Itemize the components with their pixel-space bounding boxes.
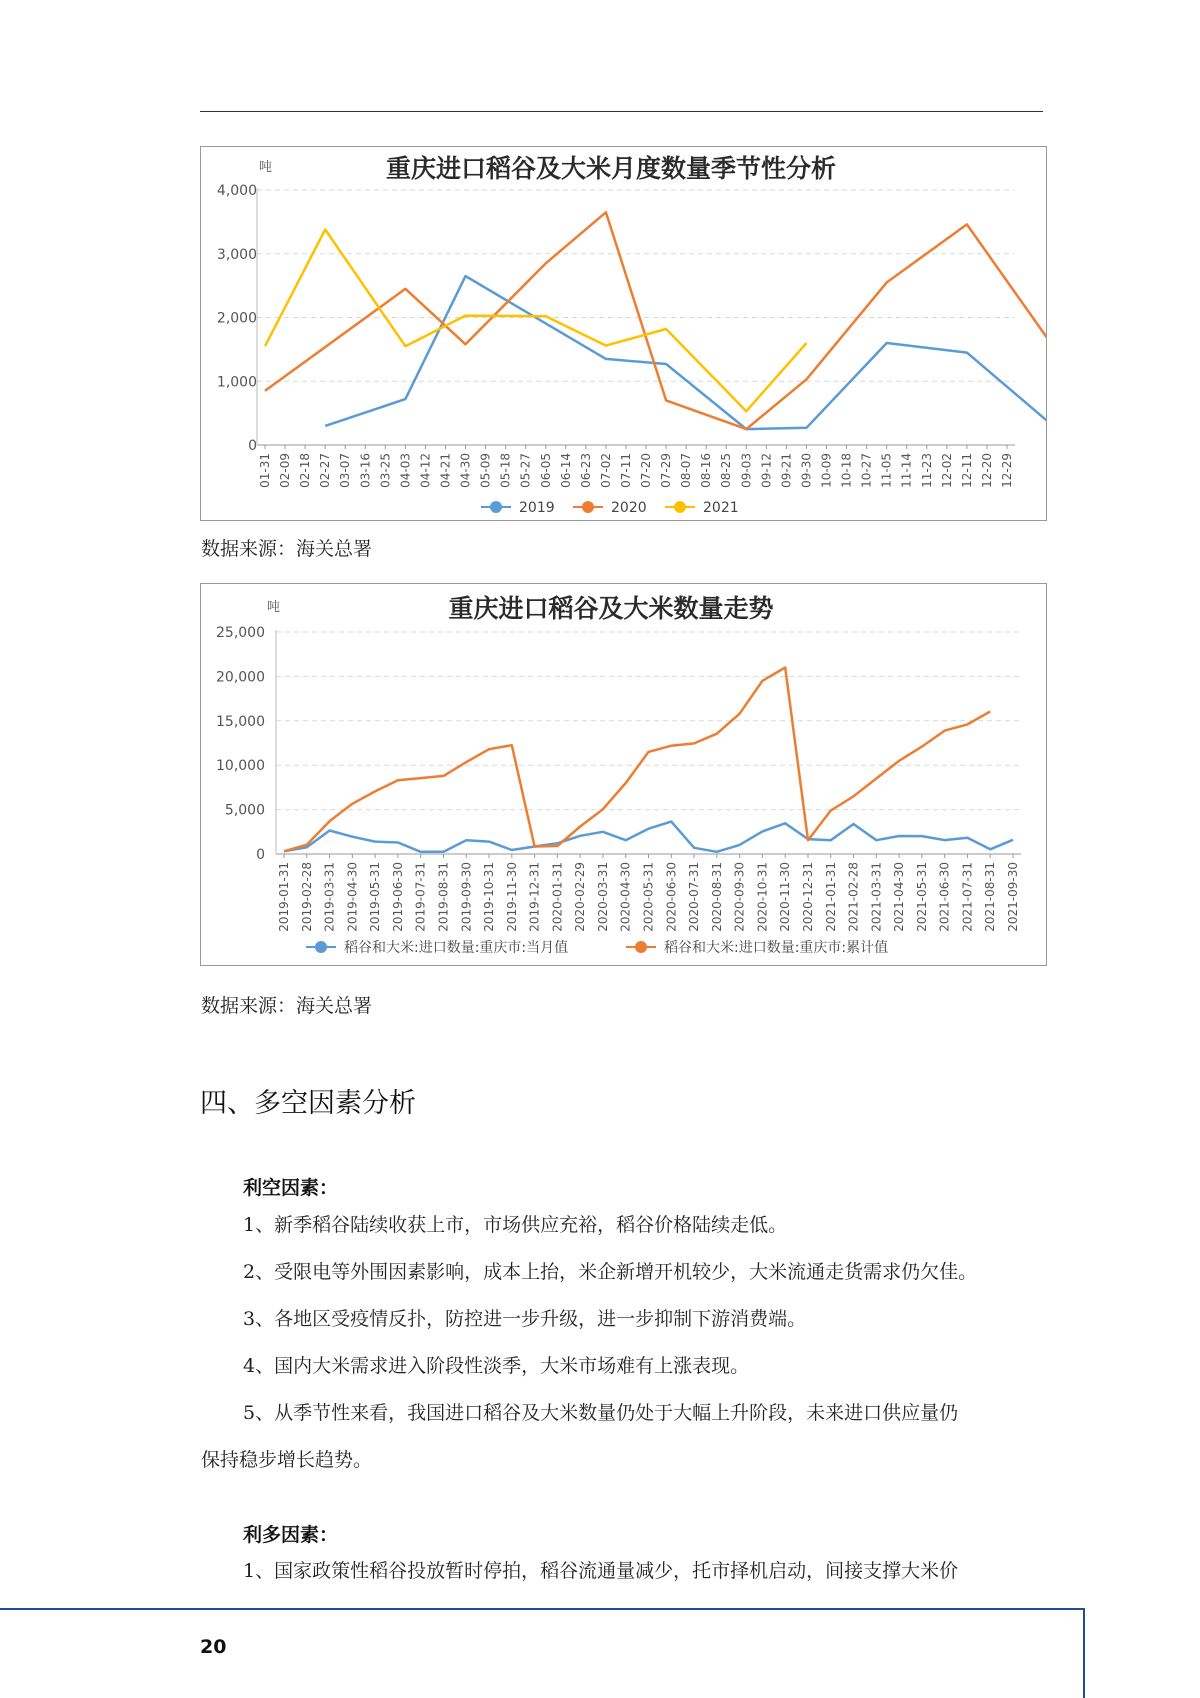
x-tick-label: 2020-10-31 xyxy=(755,862,770,932)
y-tick-label: 15,000 xyxy=(216,713,265,730)
x-tick-label: 12-02 xyxy=(939,453,954,488)
x-tick-label: 2020-05-31 xyxy=(641,862,656,932)
series-line-稻谷和大米:进口数量:重庆市:累计值 xyxy=(284,668,990,852)
x-tick-label: 06-23 xyxy=(578,453,593,488)
bearish-item: 1、新季稻谷陆续收获上市，市场供应充裕，稻谷价格陆续走低。 xyxy=(243,1214,788,1236)
x-tick-label: 2019-10-31 xyxy=(482,862,497,932)
x-tick-label: 2020-08-31 xyxy=(709,862,724,932)
seasonal-chart xyxy=(200,146,1047,521)
chart-title: 重庆进口稻谷及大米月度数量季节性分析 xyxy=(385,154,837,183)
x-tick-label: 2019-12-31 xyxy=(527,862,542,932)
x-tick-label: 2020-04-30 xyxy=(618,862,633,932)
x-tick-label: 07-20 xyxy=(639,453,654,488)
legend-label: 2021 xyxy=(703,500,739,516)
y-tick-label: 3,000 xyxy=(216,246,257,263)
x-tick-label: 07-29 xyxy=(659,453,674,488)
x-tick-label: 2019-03-31 xyxy=(322,862,337,932)
x-tick-label: 2021-06-30 xyxy=(937,862,952,932)
x-tick-label: 2021-09-30 xyxy=(1006,862,1020,932)
bullish-item: 1、国家政策性稻谷投放暂时停拍，稻谷流通量减少，托市择机启动，间接支撑大米价 xyxy=(243,1560,959,1582)
series-line-稻谷和大米:进口数量:重庆市:当月值 xyxy=(284,822,1013,852)
x-tick-label: 11-23 xyxy=(919,453,934,488)
y-tick-label: 20,000 xyxy=(216,669,265,686)
x-tick-label: 2021-01-31 xyxy=(823,862,838,932)
x-tick-label: 2021-02-28 xyxy=(846,862,861,932)
x-tick-label: 2021-03-31 xyxy=(869,862,884,932)
y-tick-label: 1,000 xyxy=(216,374,257,391)
x-tick-label: 04-21 xyxy=(438,453,453,488)
x-tick-label: 07-02 xyxy=(598,453,613,488)
x-tick-label: 06-05 xyxy=(538,453,553,488)
x-tick-label: 08-07 xyxy=(679,453,694,488)
x-tick-label: 2020-07-31 xyxy=(687,862,702,932)
x-tick-label: 09-21 xyxy=(779,453,794,488)
x-tick-label: 02-09 xyxy=(278,453,293,488)
x-tick-label: 11-05 xyxy=(879,453,894,488)
x-tick-label: 09-03 xyxy=(739,453,754,488)
page-number: 20 xyxy=(200,1636,227,1658)
x-tick-label: 02-18 xyxy=(298,453,313,488)
x-tick-label: 08-16 xyxy=(699,453,714,488)
legend-swatch-marker xyxy=(315,941,327,953)
chart-title: 重庆进口稻谷及大米数量走势 xyxy=(448,594,774,623)
x-tick-label: 09-30 xyxy=(799,453,814,488)
x-tick-label: 09-12 xyxy=(759,453,774,488)
y-unit-label: 吨 xyxy=(259,160,273,175)
x-tick-label: 2021-04-30 xyxy=(892,862,907,932)
y-tick-label: 25,000 xyxy=(216,625,265,641)
x-tick-label: 08-25 xyxy=(719,453,734,488)
y-tick-label: 0 xyxy=(248,438,257,454)
y-tick-label: 2,000 xyxy=(216,310,257,327)
footer-rule xyxy=(0,1608,1084,1610)
x-tick-label: 2019-11-30 xyxy=(504,862,519,932)
x-tick-label: 10-09 xyxy=(819,453,834,488)
x-tick-label: 2020-11-30 xyxy=(778,862,793,932)
bearish-item-continued: 保持稳步增长趋势。 xyxy=(201,1449,373,1471)
bearish-item: 5、从季节性来看，我国进口稻谷及大米数量仍处于大幅上升阶段，未来进口供应量仍 xyxy=(243,1402,959,1424)
y-tick-label: 5,000 xyxy=(224,802,265,819)
series-line-2021 xyxy=(265,230,807,412)
data-source-2: 数据来源：海关总署 xyxy=(201,995,373,1017)
bearish-item: 3、各地区受疫情反扑，防控进一步升级，进一步抑制下游消费端。 xyxy=(243,1308,807,1330)
seasonal-chart-svg xyxy=(201,147,1046,520)
x-tick-label: 10-18 xyxy=(839,453,854,488)
x-tick-label: 11-14 xyxy=(899,453,914,488)
x-tick-label: 01-31 xyxy=(258,453,272,488)
x-tick-label: 04-30 xyxy=(458,453,473,488)
bearish-title: 利空因素： xyxy=(243,1177,339,1199)
y-tick-label: 4,000 xyxy=(216,183,257,199)
header-rule xyxy=(200,111,1043,112)
x-tick-label: 05-18 xyxy=(498,453,513,488)
x-tick-label: 12-11 xyxy=(959,453,974,488)
x-tick-label: 2019-01-31 xyxy=(277,862,291,932)
x-tick-label: 2019-02-28 xyxy=(299,862,314,932)
x-tick-label: 12-20 xyxy=(979,453,994,488)
x-tick-label: 2019-08-31 xyxy=(436,862,451,932)
footer-side-rule xyxy=(1083,1608,1085,1698)
legend-swatch-marker xyxy=(635,941,647,953)
x-tick-label: 05-09 xyxy=(478,453,493,488)
x-tick-label: 03-16 xyxy=(358,453,373,488)
x-tick-label: 10-27 xyxy=(859,453,874,488)
legend-label: 稻谷和大米:进口数量:重庆市:当月值 xyxy=(344,940,569,956)
legend-swatch-marker xyxy=(490,501,502,513)
x-tick-label: 2020-06-30 xyxy=(664,862,679,932)
x-tick-label: 03-25 xyxy=(378,453,393,488)
legend-label: 稻谷和大米:进口数量:重庆市:累计值 xyxy=(664,940,889,956)
legend-label: 2019 xyxy=(519,500,555,516)
trend-chart xyxy=(200,583,1047,966)
legend-swatch-marker xyxy=(582,501,594,513)
x-tick-label: 04-03 xyxy=(398,453,413,488)
x-tick-label: 2019-05-31 xyxy=(368,862,383,932)
bullish-title: 利多因素： xyxy=(243,1524,339,1546)
x-tick-label: 04-12 xyxy=(418,453,433,488)
bearish-item: 4、国内大米需求进入阶段性淡季，大米市场难有上涨表现。 xyxy=(243,1355,750,1377)
bearish-item: 2、受限电等外围因素影响，成本上抬，米企新增开机较少，大米流通走货需求仍欠佳。 xyxy=(243,1261,978,1283)
x-tick-label: 2020-01-31 xyxy=(550,862,565,932)
x-tick-label: 06-14 xyxy=(558,453,573,488)
x-tick-label: 2021-08-31 xyxy=(983,862,998,932)
section-title: 四、多空因素分析 xyxy=(200,1088,416,1119)
x-tick-label: 2019-04-30 xyxy=(345,862,360,932)
x-tick-label: 12-29 xyxy=(1000,453,1014,488)
legend-swatch-marker xyxy=(674,501,686,513)
x-tick-label: 2019-09-30 xyxy=(459,862,474,932)
x-tick-label: 2019-07-31 xyxy=(413,862,428,932)
y-tick-label: 10,000 xyxy=(216,758,265,775)
x-tick-label: 2021-05-31 xyxy=(914,862,929,932)
x-tick-label: 2020-12-31 xyxy=(800,862,815,932)
x-tick-label: 05-27 xyxy=(518,453,533,488)
y-unit-label: 吨 xyxy=(267,600,281,615)
series-line-2020 xyxy=(265,212,1046,429)
x-tick-label: 03-07 xyxy=(338,453,353,488)
x-tick-label: 2020-09-30 xyxy=(732,862,747,932)
data-source-1: 数据来源：海关总署 xyxy=(201,538,373,560)
x-tick-label: 2020-03-31 xyxy=(595,862,610,932)
x-tick-label: 2019-06-30 xyxy=(390,862,405,932)
y-tick-label: 0 xyxy=(256,847,265,863)
x-tick-label: 2020-02-29 xyxy=(573,862,588,932)
trend-chart-svg xyxy=(201,584,1046,965)
legend-label: 2020 xyxy=(611,500,647,516)
x-tick-label: 02-27 xyxy=(318,453,333,488)
x-tick-label: 2021-07-31 xyxy=(960,862,975,932)
x-tick-label: 07-11 xyxy=(618,453,633,488)
